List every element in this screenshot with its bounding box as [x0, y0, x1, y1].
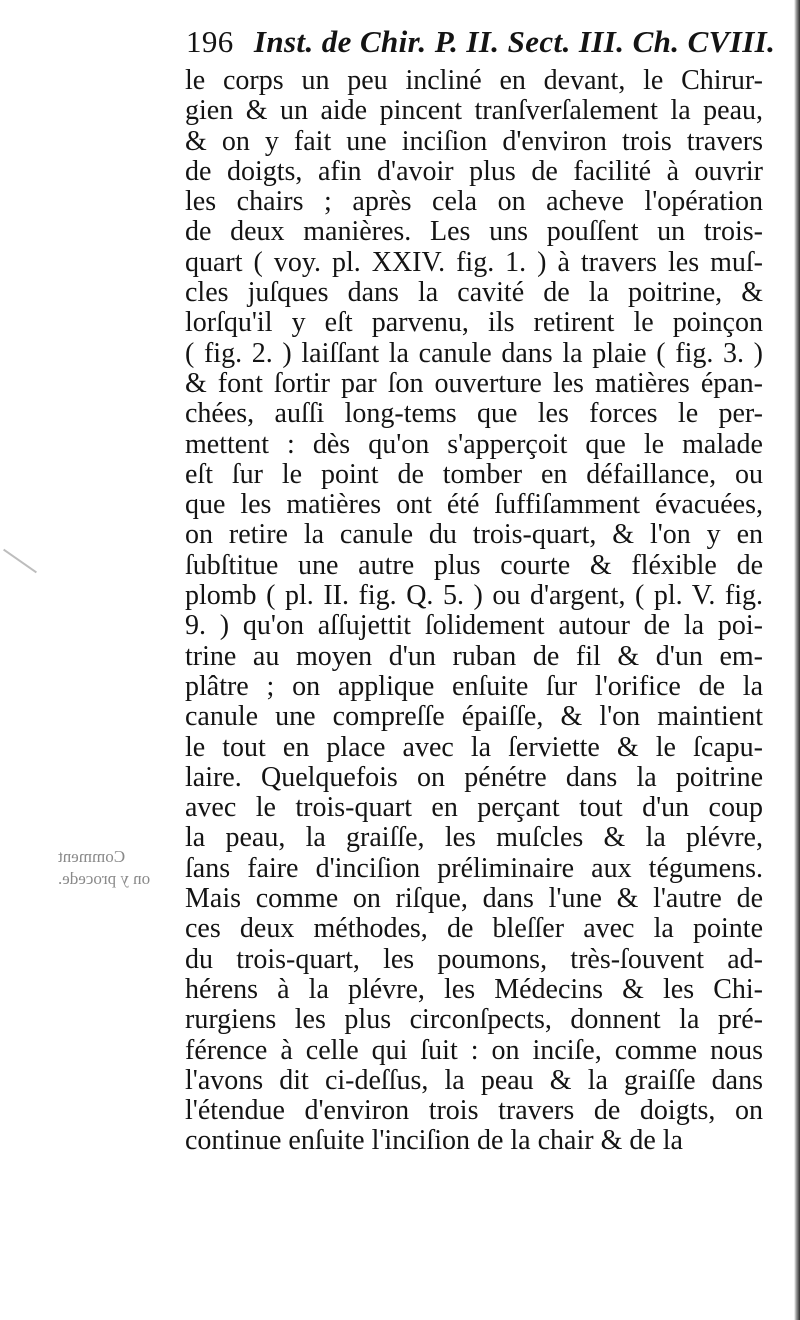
running-title: Inst. de Chir. P. II. Sect. III. Ch. CVIII. — [253, 24, 776, 59]
text-line: l'avons dit ci-deſſus, la peau & la graiſſe dans — [185, 1064, 763, 1096]
text-line: on retire la canule du trois-quart, & l'on y en — [185, 519, 763, 551]
text-line: ( fig. 2. ) laiſſant la canule dans la plaie ( fig. 3. ) — [185, 337, 763, 369]
margin-note-line: on y procede. — [58, 869, 151, 888]
text-line: les chairs ; après cela on acheve l'opération — [185, 186, 763, 218]
margin-note-bleedthrough — [58, 846, 178, 890]
text-line: rurgiens les plus circonſpects, donnent la pré- — [185, 1004, 763, 1036]
text-line: canule une compreſſe épaiſſe, & l'on maintient — [185, 701, 763, 733]
text-line: férence à celle qui ſuit : on inciſe, comme nous — [185, 1034, 763, 1066]
page-edge-shadow — [794, 0, 800, 1320]
text-line: eſt ſur le point de tomber en défaillance, ou — [185, 458, 763, 490]
text-line: mettent : dès qu'on s'apperçoit que le malade — [185, 428, 763, 460]
page-number: 196 — [186, 24, 234, 59]
text-line: trine au moyen d'un ruban de fil & d'un em- — [185, 640, 763, 672]
text-line: ſubſtitue une autre plus courte & fléxible de — [185, 549, 763, 581]
text-line: gien & un aide pincent tranſverſalement la peau, — [185, 95, 763, 127]
text-line: cles juſques dans la cavité de la poitrine, & — [185, 277, 763, 309]
text-line: ſans faire d'inciſion préliminaire aux tégumens. — [185, 852, 763, 884]
text-line: quart ( voy. pl. XXIV. fig. 1. ) à travers les muſ- — [185, 246, 763, 278]
text-line: ces deux méthodes, de bleſſer avec la pointe — [185, 913, 763, 945]
text-line: laire. Quelquefois on pénétre dans la poitrine — [185, 761, 763, 793]
text-line: du trois-quart, les poumons, très-ſouvent ad- — [185, 943, 763, 975]
text-line: chées, auſſi long-tems que les forces le per- — [185, 398, 763, 430]
text-line: de doigts, afin d'avoir plus de facilité à ouvrir — [185, 155, 763, 187]
text-line: Mais comme on riſque, dans l'une & l'autre de — [185, 883, 763, 915]
text-line: 9. ) qu'on aſſujettit ſolidement autour de la poi- — [185, 610, 763, 642]
text-line: & on y fait une inciſion d'environ trois travers — [185, 125, 763, 157]
text-line: avec le trois-quart en perçant tout d'un coup — [185, 792, 763, 824]
text-line: hérens à la plévre, les Médecins & les Chi- — [185, 973, 763, 1005]
text-line: plomb ( pl. II. fig. Q. 5. ) ou d'argent, ( pl. V. fig. — [185, 580, 763, 612]
text-line: le corps un peu incliné en devant, le Chirur- — [185, 65, 763, 96]
margin-note-line: Comment — [58, 847, 126, 866]
text-line: le tout en place avec la ſerviette & le ſcapu- — [185, 731, 763, 763]
text-line: de deux manières. Les uns pouſſent un trois- — [185, 216, 763, 248]
bleed-through-mark — [3, 549, 37, 574]
body-text — [185, 66, 763, 1157]
text-line: la peau, la graiſſe, les muſcles & la plévre, — [185, 822, 763, 854]
text-line: continue enſuite l'inciſion de la chair & de la — [185, 1125, 683, 1157]
text-line: & font ſortir par ſon ouverture les matières épan- — [185, 367, 763, 399]
running-header — [186, 22, 776, 62]
text-line: plâtre ; on applique enſuite ſur l'orifice de la — [185, 670, 763, 702]
text-line: l'étendue d'environ trois travers de doigts, on — [185, 1095, 763, 1127]
text-line: que les matières ont été ſuffiſamment évacuées, — [185, 489, 763, 521]
text-line: lorſqu'il y eſt parvenu, ils retirent le poinçon — [185, 307, 763, 339]
